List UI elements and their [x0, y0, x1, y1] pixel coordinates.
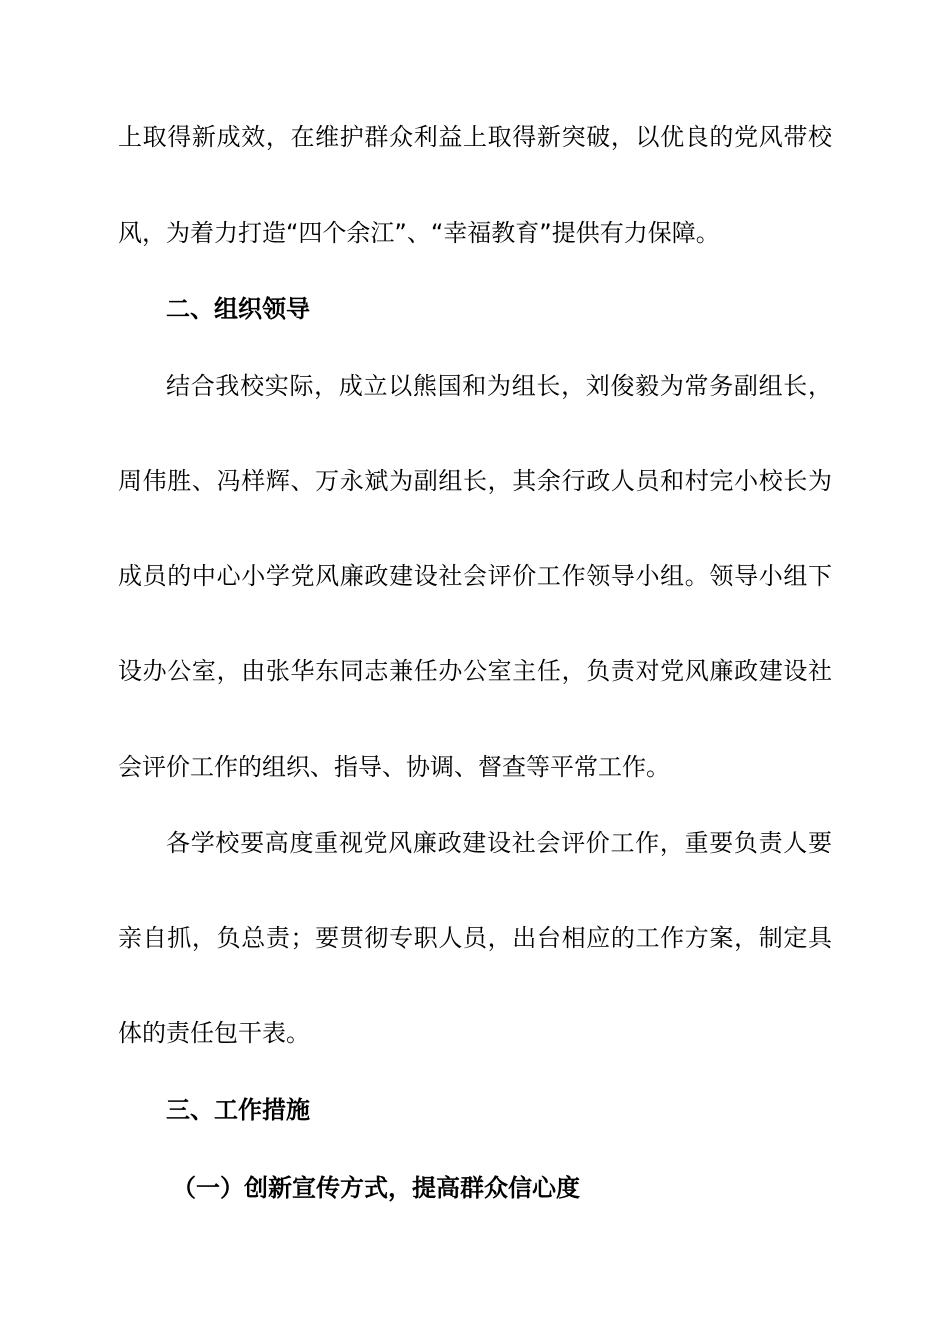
paragraph-line: 结合我校实际，成立以熊国和为组长，刘俊毅为常务副组长， — [166, 372, 832, 400]
paragraph-line: 风，为着力打造“四个余江”、“幸福教育”提供有力保障。 — [118, 219, 720, 247]
section-heading-organization: 二、组织领导 — [166, 295, 310, 323]
paragraph-line: 设办公室，由张华东同志兼任办公室主任，负责对党风廉政建设社 — [118, 657, 832, 685]
paragraph-line: 各学校要高度重视党风廉政建设社会评价工作，重要负责人要 — [166, 829, 832, 857]
paragraph-line: 上取得新成效，在维护群众利益上取得新突破，以优良的党风带校 — [118, 123, 832, 151]
paragraph-line: 亲自抓，负总责；要贯彻专职人员，出台相应的工作方案，制定具 — [118, 924, 832, 952]
paragraph-line: 会评价工作的组织、指导、协调、督查等平常工作。 — [118, 753, 670, 781]
paragraph-line: 体的责任包干表。 — [118, 1019, 310, 1047]
section-heading-measures: 三、工作措施 — [166, 1096, 310, 1124]
paragraph-line: 成员的中心小学党风廉政建设社会评价工作领导小组。领导小组下 — [118, 562, 832, 590]
paragraph-line: 周伟胜、冯样辉、万永斌为副组长，其余行政人员和村完小校长为 — [118, 467, 832, 495]
subsection-heading: （一）创新宣传方式，提高群众信心度 — [172, 1174, 580, 1202]
